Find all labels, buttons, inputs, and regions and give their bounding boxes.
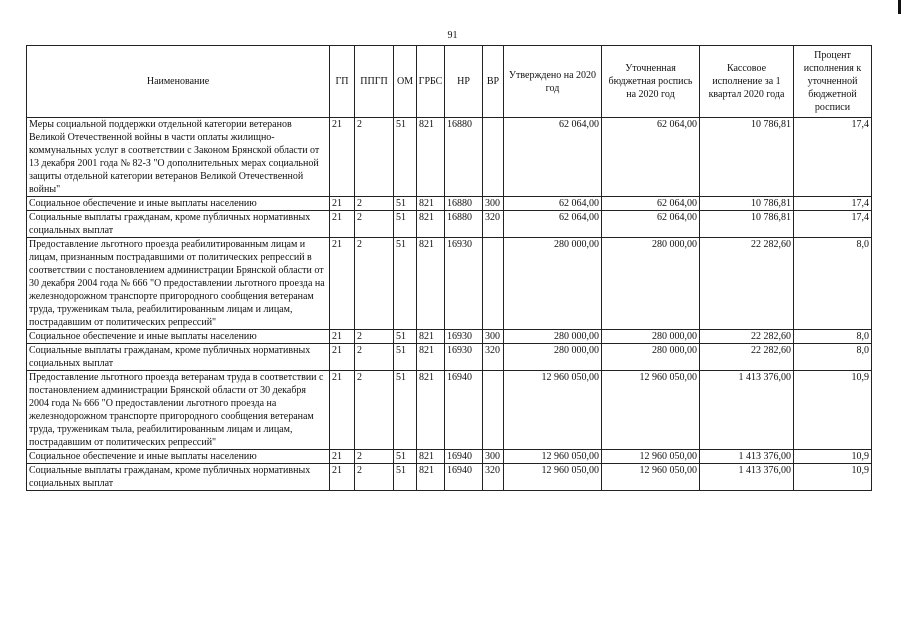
scan-edge-mark bbox=[898, 0, 901, 14]
cell-ppgp: 2 bbox=[355, 450, 394, 464]
table-row bbox=[27, 197, 872, 211]
table-row bbox=[27, 118, 872, 197]
cell-refined: 12 960 050,00 bbox=[602, 450, 700, 464]
cell-ppgp: 2 bbox=[355, 344, 394, 371]
cell-ppgp: 2 bbox=[355, 371, 394, 450]
cell-refined: 62 064,00 bbox=[602, 197, 700, 211]
cell-percent: 17,4 bbox=[794, 197, 872, 211]
table-header-row bbox=[27, 46, 872, 118]
cell-grbs: 821 bbox=[417, 211, 445, 238]
cell-om: 51 bbox=[394, 464, 417, 491]
cell-name: Меры социальной поддержки отдельной категории ветеранов Великой Отечественной войны в части оплаты жилищно-коммунальных услуг в соответствии с Законом Брянской области от 13 декабря 2001 года № 82-З "О дополнительных мерах социальной защиты отдельной категории ветеранов Великой Отечественной войны" bbox=[27, 118, 330, 197]
cell-ppgp: 2 bbox=[355, 330, 394, 344]
cell-name: Предоставление льготного проезда ветеранам труда в соответствии с постановлением администрации Брянской области от 30 декабря 2004 года № 666 "О предоставлении льготного проезда на железнодорожном транспорте пригородного сообщения ветеранам труда, труженикам тыла, реабилитированным лицам и лицам, пострадавшим от политических репрессий" bbox=[27, 371, 330, 450]
cell-refined: 12 960 050,00 bbox=[602, 371, 700, 450]
cell-vr bbox=[483, 371, 504, 450]
cell-percent: 8,0 bbox=[794, 330, 872, 344]
cell-refined: 12 960 050,00 bbox=[602, 464, 700, 491]
col-header-ppgp: ППГП bbox=[355, 46, 394, 118]
cell-ppgp: 2 bbox=[355, 211, 394, 238]
col-header-om: ОМ bbox=[394, 46, 417, 118]
cell-percent: 17,4 bbox=[794, 118, 872, 197]
cell-grbs: 821 bbox=[417, 118, 445, 197]
cell-vr bbox=[483, 238, 504, 330]
cell-refined: 280 000,00 bbox=[602, 238, 700, 330]
cell-nr: 16880 bbox=[445, 211, 483, 238]
cell-cash: 10 786,81 bbox=[700, 197, 794, 211]
cell-om: 51 bbox=[394, 450, 417, 464]
cell-refined: 280 000,00 bbox=[602, 344, 700, 371]
cell-nr: 16930 bbox=[445, 238, 483, 330]
cell-approved: 62 064,00 bbox=[504, 118, 602, 197]
cell-gp: 21 bbox=[330, 371, 355, 450]
cell-approved: 12 960 050,00 bbox=[504, 371, 602, 450]
cell-cash: 10 786,81 bbox=[700, 211, 794, 238]
col-header-grbs: ГРБС bbox=[417, 46, 445, 118]
cell-gp: 21 bbox=[330, 118, 355, 197]
col-header-gp: ГП bbox=[330, 46, 355, 118]
cell-ppgp: 2 bbox=[355, 118, 394, 197]
table-row bbox=[27, 344, 872, 371]
budget-table bbox=[26, 45, 872, 491]
cell-name: Социальные выплаты гражданам, кроме публичных нормативных социальных выплат bbox=[27, 211, 330, 238]
cell-name: Социальное обеспечение и иные выплаты населению bbox=[27, 450, 330, 464]
cell-nr: 16940 bbox=[445, 464, 483, 491]
cell-percent: 8,0 bbox=[794, 238, 872, 330]
cell-approved: 280 000,00 bbox=[504, 344, 602, 371]
col-header-cash: Кассовое исполнение за 1 квартал 2020 года bbox=[700, 46, 794, 118]
cell-cash: 22 282,60 bbox=[700, 238, 794, 330]
cell-om: 51 bbox=[394, 211, 417, 238]
cell-refined: 62 064,00 bbox=[602, 118, 700, 197]
cell-cash: 10 786,81 bbox=[700, 118, 794, 197]
cell-gp: 21 bbox=[330, 197, 355, 211]
cell-gp: 21 bbox=[330, 450, 355, 464]
cell-vr: 300 bbox=[483, 450, 504, 464]
cell-refined: 280 000,00 bbox=[602, 330, 700, 344]
cell-name: Социальные выплаты гражданам, кроме публичных нормативных социальных выплат bbox=[27, 464, 330, 491]
cell-percent: 10,9 bbox=[794, 450, 872, 464]
cell-grbs: 821 bbox=[417, 330, 445, 344]
cell-nr: 16880 bbox=[445, 197, 483, 211]
col-header-refined: Уточненная бюджетная роспись на 2020 год bbox=[602, 46, 700, 118]
cell-om: 51 bbox=[394, 371, 417, 450]
cell-grbs: 821 bbox=[417, 371, 445, 450]
cell-vr: 320 bbox=[483, 464, 504, 491]
cell-approved: 62 064,00 bbox=[504, 211, 602, 238]
table-row bbox=[27, 464, 872, 491]
cell-cash: 22 282,60 bbox=[700, 330, 794, 344]
cell-vr: 320 bbox=[483, 344, 504, 371]
cell-approved: 62 064,00 bbox=[504, 197, 602, 211]
col-header-vr: ВР bbox=[483, 46, 504, 118]
cell-approved: 280 000,00 bbox=[504, 330, 602, 344]
cell-percent: 17,4 bbox=[794, 211, 872, 238]
cell-grbs: 821 bbox=[417, 238, 445, 330]
cell-grbs: 821 bbox=[417, 344, 445, 371]
cell-name: Социальное обеспечение и иные выплаты населению bbox=[27, 197, 330, 211]
cell-om: 51 bbox=[394, 330, 417, 344]
cell-gp: 21 bbox=[330, 344, 355, 371]
cell-grbs: 821 bbox=[417, 197, 445, 211]
table-row bbox=[27, 238, 872, 330]
cell-name: Социальное обеспечение и иные выплаты населению bbox=[27, 330, 330, 344]
cell-nr: 16940 bbox=[445, 371, 483, 450]
table-row bbox=[27, 450, 872, 464]
table-row bbox=[27, 371, 872, 450]
cell-ppgp: 2 bbox=[355, 197, 394, 211]
cell-approved: 280 000,00 bbox=[504, 238, 602, 330]
col-header-percent: Процент исполнения к уточненной бюджетной росписи bbox=[794, 46, 872, 118]
cell-percent: 8,0 bbox=[794, 344, 872, 371]
col-header-approved: Утверждено на 2020 год bbox=[504, 46, 602, 118]
cell-nr: 16930 bbox=[445, 344, 483, 371]
cell-approved: 12 960 050,00 bbox=[504, 464, 602, 491]
cell-approved: 12 960 050,00 bbox=[504, 450, 602, 464]
table-row bbox=[27, 330, 872, 344]
cell-name: Предоставление льготного проезда реабилитированным лицам и лицам, признанным пострадавшими от политических репрессий в соответствии с постановлением администрации Брянской области от 30 декабря 2004 года № 666 "О предоставлении льготного проезда на железнодорожном транспорте пригородного сообщения ветеранам труда, труженикам тыла, реабилитированным лицам и лицам, пострадавшим от политических репрессий" bbox=[27, 238, 330, 330]
cell-ppgp: 2 bbox=[355, 464, 394, 491]
cell-ppgp: 2 bbox=[355, 238, 394, 330]
col-header-nr: НР bbox=[445, 46, 483, 118]
table-row bbox=[27, 211, 872, 238]
col-header-name: Наименование bbox=[27, 46, 330, 118]
cell-om: 51 bbox=[394, 197, 417, 211]
cell-om: 51 bbox=[394, 344, 417, 371]
cell-grbs: 821 bbox=[417, 450, 445, 464]
cell-vr: 300 bbox=[483, 197, 504, 211]
cell-percent: 10,9 bbox=[794, 371, 872, 450]
cell-name: Социальные выплаты гражданам, кроме публичных нормативных социальных выплат bbox=[27, 344, 330, 371]
cell-gp: 21 bbox=[330, 238, 355, 330]
cell-cash: 22 282,60 bbox=[700, 344, 794, 371]
cell-refined: 62 064,00 bbox=[602, 211, 700, 238]
cell-vr: 300 bbox=[483, 330, 504, 344]
cell-gp: 21 bbox=[330, 330, 355, 344]
cell-nr: 16880 bbox=[445, 118, 483, 197]
cell-om: 51 bbox=[394, 118, 417, 197]
cell-gp: 21 bbox=[330, 211, 355, 238]
cell-nr: 16930 bbox=[445, 330, 483, 344]
cell-gp: 21 bbox=[330, 464, 355, 491]
cell-vr: 320 bbox=[483, 211, 504, 238]
cell-percent: 10,9 bbox=[794, 464, 872, 491]
cell-om: 51 bbox=[394, 238, 417, 330]
cell-cash: 1 413 376,00 bbox=[700, 371, 794, 450]
page-number: 91 bbox=[447, 30, 458, 41]
cell-nr: 16940 bbox=[445, 450, 483, 464]
cell-cash: 1 413 376,00 bbox=[700, 450, 794, 464]
cell-cash: 1 413 376,00 bbox=[700, 464, 794, 491]
cell-grbs: 821 bbox=[417, 464, 445, 491]
cell-vr bbox=[483, 118, 504, 197]
